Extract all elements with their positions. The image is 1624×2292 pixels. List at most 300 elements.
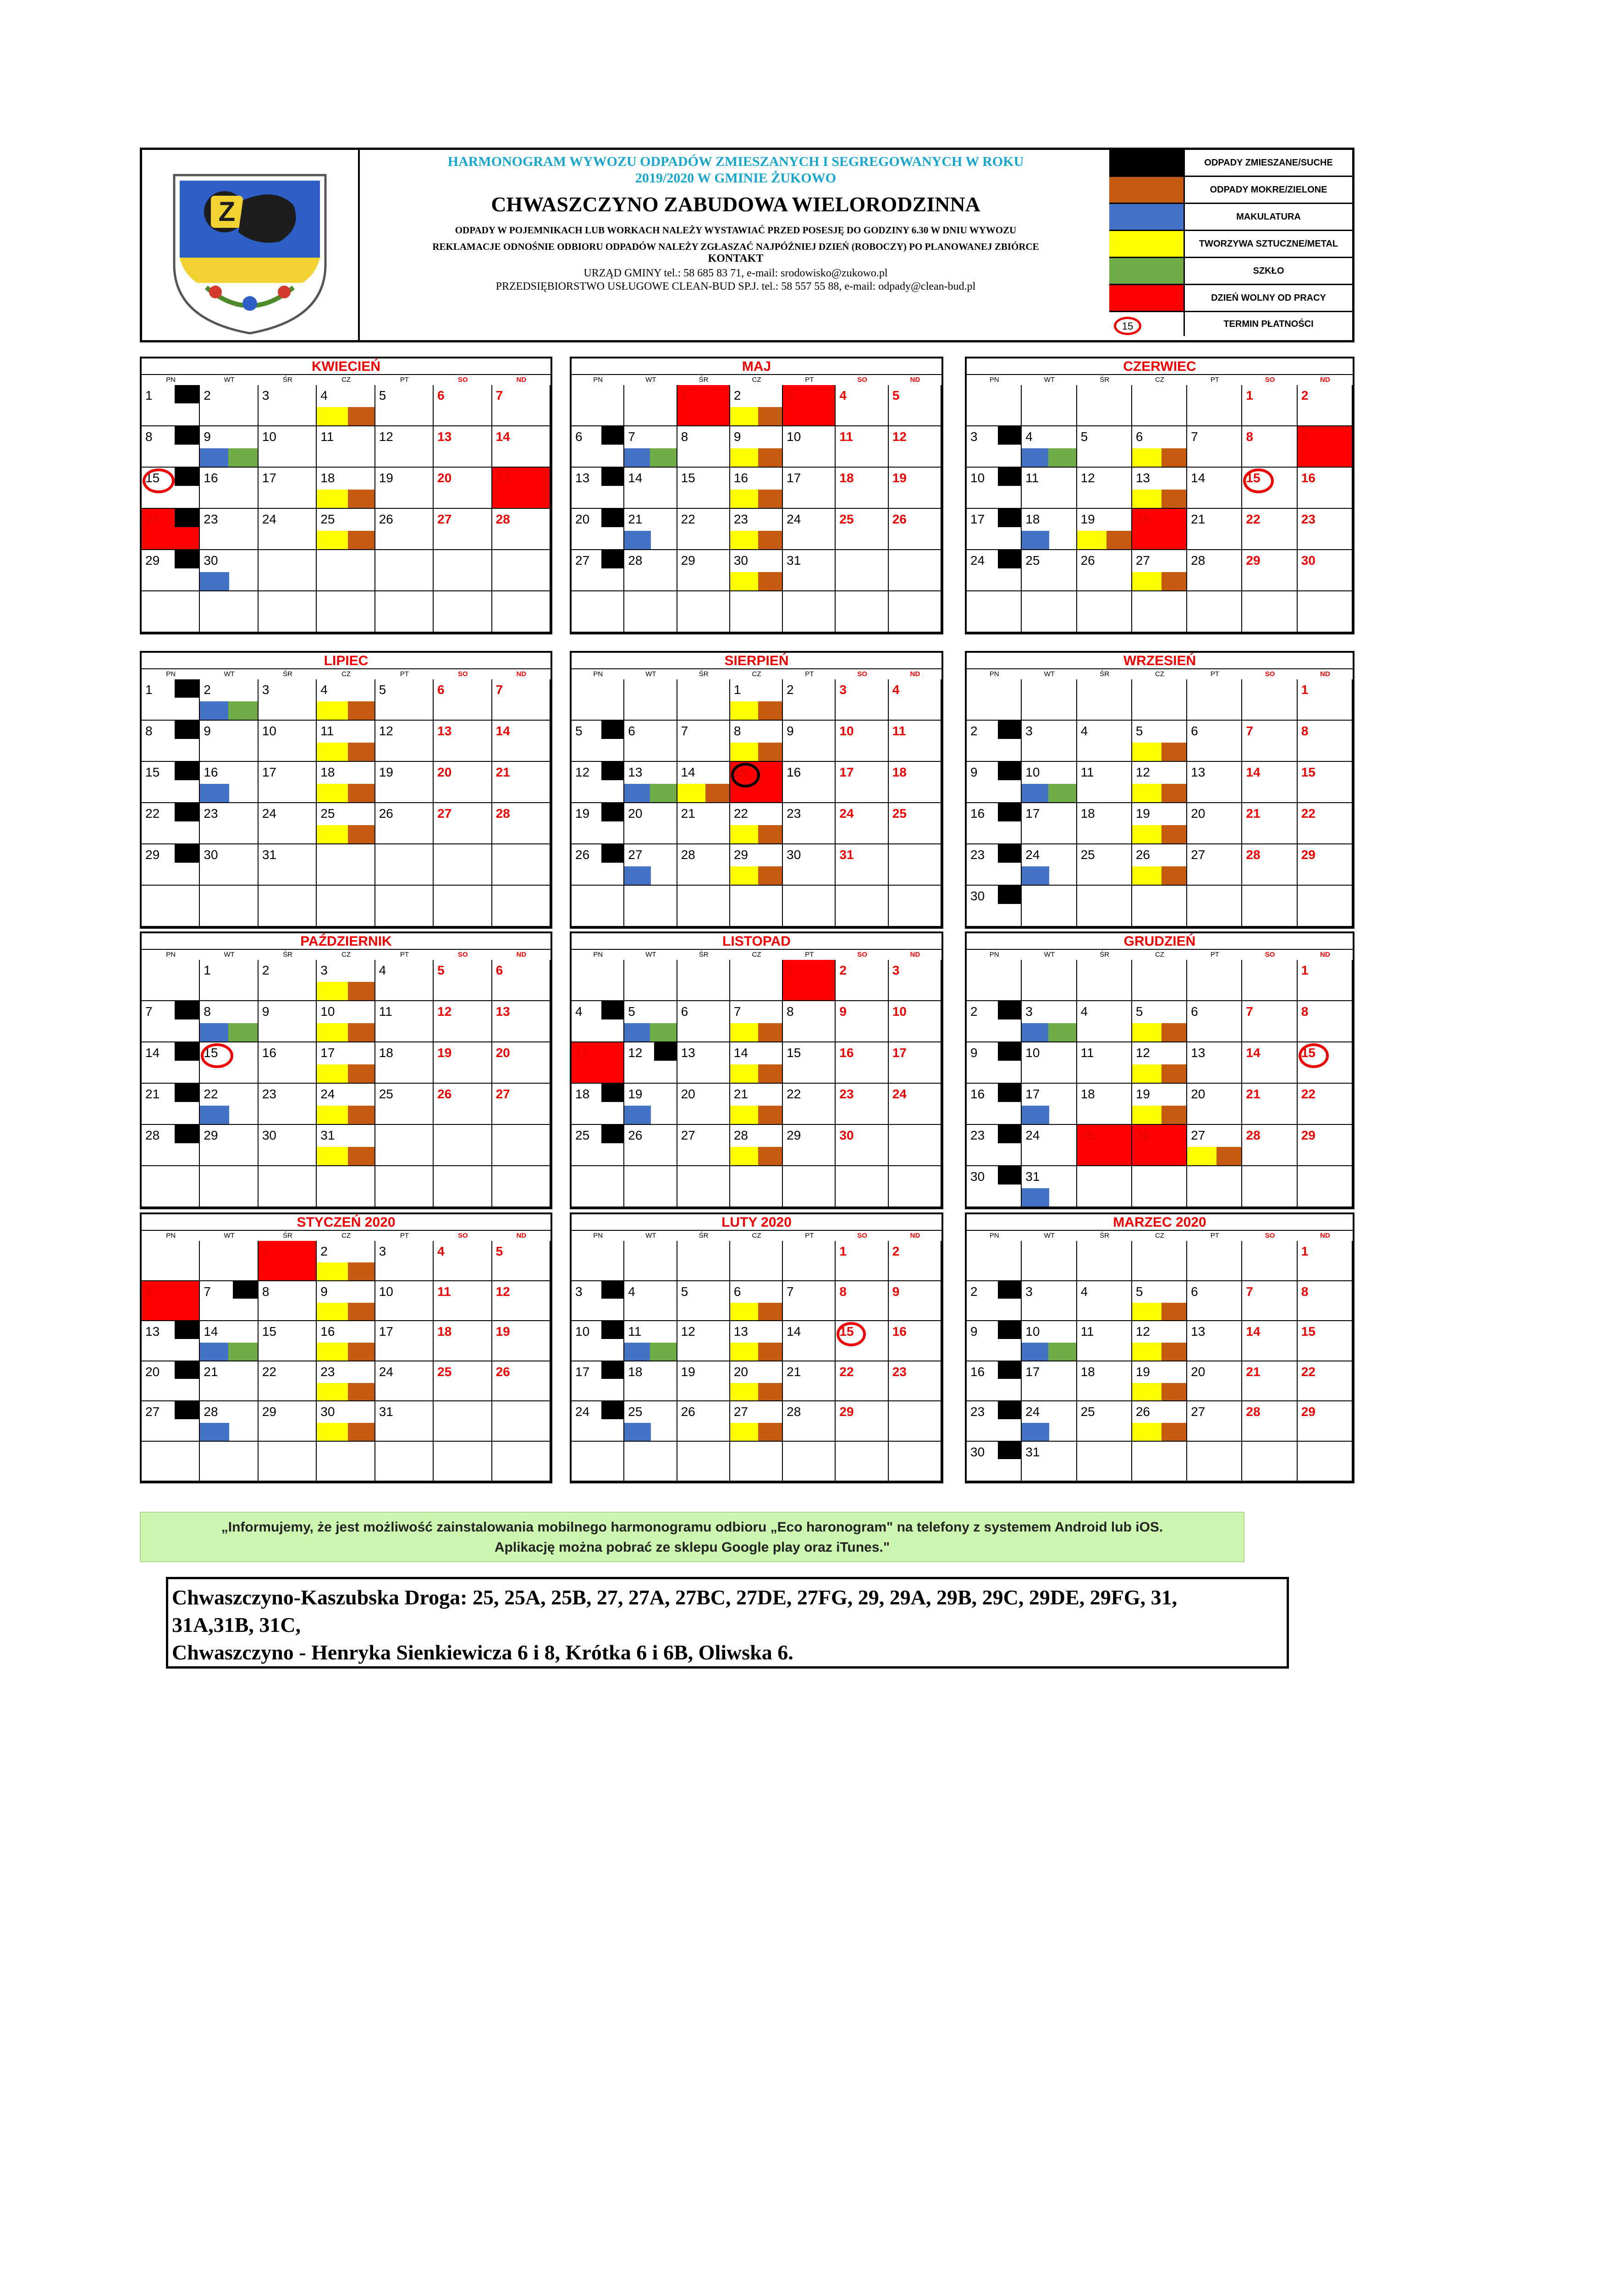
day-cell <box>836 509 888 550</box>
day-cell <box>624 550 677 591</box>
payment-ring-icon <box>201 1043 233 1068</box>
day-cell <box>730 886 783 927</box>
mixed-waste-marker <box>998 1361 1021 1379</box>
day-number: 2 <box>733 388 741 402</box>
bio-marker <box>1107 531 1131 549</box>
day-cell <box>677 844 730 886</box>
day-number: 24 <box>320 1087 335 1101</box>
day-cell <box>1298 803 1353 844</box>
legend-row-glass <box>1109 258 1352 285</box>
day-number: 14 <box>495 430 510 444</box>
day-number: 31 <box>1025 1169 1040 1184</box>
day-cell <box>142 468 200 509</box>
day-cell <box>836 468 888 509</box>
app-info-line-1: „Informujemy, że jest możliwość zainstalowania mobilnego harmonogramu odbioru „Eco haronogram" na telefony z systemem Android lub iOS. <box>221 1520 1163 1535</box>
day-number: 20 <box>681 1087 695 1101</box>
day-number: 10 <box>892 1004 907 1019</box>
day-cell <box>1298 1042 1353 1084</box>
day-cell <box>730 550 783 591</box>
day-cell <box>259 721 317 762</box>
day-cell <box>624 468 677 509</box>
day-cell <box>572 1361 624 1402</box>
day-number: 26 <box>437 1087 452 1101</box>
day-number: 27 <box>1191 1405 1206 1419</box>
day-cell <box>677 1241 730 1281</box>
day-cell <box>375 679 434 721</box>
day-number: 25 <box>379 1087 393 1101</box>
day-number: 18 <box>1080 1364 1095 1379</box>
crest-icon <box>142 150 358 342</box>
mixed-waste-marker <box>175 762 199 780</box>
day-number: 7 <box>204 1284 211 1299</box>
day-cell <box>889 960 941 1001</box>
day-cell <box>1242 1401 1297 1442</box>
plastic-marker <box>1132 1383 1162 1401</box>
weekday-label: ND <box>910 376 920 384</box>
month-calendar <box>140 357 552 634</box>
paper-marker <box>200 784 229 802</box>
plastic-marker <box>1132 448 1162 467</box>
day-number: 14 <box>681 765 695 779</box>
day-cell <box>317 1241 375 1281</box>
day-cell <box>889 844 941 886</box>
day-cell <box>1022 679 1077 721</box>
day-number: 29 <box>1301 1405 1316 1419</box>
day-cell <box>492 721 551 762</box>
day-cell <box>836 1442 888 1482</box>
plastic-marker <box>1132 825 1162 843</box>
day-cell <box>572 1241 624 1281</box>
glass-marker <box>1048 1343 1076 1361</box>
day-cell <box>572 1401 624 1442</box>
day-number: 2 <box>970 724 978 738</box>
day-cell <box>492 1042 551 1084</box>
month-title: LISTOPAD <box>572 933 941 950</box>
day-cell <box>624 803 677 844</box>
day-number: 9 <box>1301 430 1309 444</box>
weekday-label: PT <box>400 1232 409 1240</box>
day-cell <box>836 1361 888 1402</box>
day-cell <box>492 1125 551 1166</box>
weekday-label: CZ <box>341 1232 351 1240</box>
day-cell <box>1132 591 1187 633</box>
day-cell <box>375 1001 434 1042</box>
day-cell <box>783 385 836 426</box>
glass-marker <box>228 1023 258 1041</box>
day-cell <box>259 1166 317 1207</box>
day-cell <box>492 509 551 550</box>
day-cell <box>1298 721 1353 762</box>
day-cell <box>1132 803 1187 844</box>
day-number: 15 <box>1301 1046 1316 1060</box>
day-cell <box>836 1321 888 1361</box>
day-number: 3 <box>262 683 270 697</box>
day-cell <box>434 1321 492 1361</box>
weekday-label: PN <box>593 670 603 678</box>
day-number: 15 <box>787 1046 801 1060</box>
plastic-marker <box>1132 1303 1162 1321</box>
bio-marker <box>348 701 374 720</box>
mixed-waste-marker <box>601 1401 623 1419</box>
weekday-label: ŚR <box>1100 1232 1110 1240</box>
day-cell <box>317 1361 375 1402</box>
day-cell <box>1022 1001 1077 1042</box>
weekday-label: PN <box>166 376 176 384</box>
day-cell <box>1298 1281 1353 1322</box>
day-number: 14 <box>204 1324 218 1339</box>
paper-marker <box>1022 1188 1049 1207</box>
mixed-waste-marker <box>998 1001 1021 1019</box>
bio-marker <box>1162 1064 1186 1083</box>
day-cell <box>572 1042 624 1084</box>
bio-marker <box>1162 1423 1186 1441</box>
bio-marker <box>1162 490 1186 508</box>
day-cell <box>836 1281 888 1322</box>
day-cell <box>1077 1321 1132 1361</box>
day-cell <box>624 509 677 550</box>
day-number: 4 <box>1080 1004 1088 1019</box>
day-number: 6 <box>145 1284 153 1299</box>
day-cell <box>200 844 258 886</box>
day-cell <box>677 509 730 550</box>
day-cell <box>572 960 624 1001</box>
payment-ring-icon <box>1299 1043 1329 1068</box>
day-number: 5 <box>1080 430 1088 444</box>
day-cell <box>492 1166 551 1207</box>
day-number: 21 <box>628 512 643 526</box>
day-number: 30 <box>733 553 748 567</box>
day-number: 12 <box>1135 1046 1150 1060</box>
day-number: 11 <box>1080 765 1094 779</box>
mixed-waste-marker <box>998 1401 1021 1419</box>
day-cell <box>730 803 783 844</box>
mixed-waste-marker <box>175 803 199 821</box>
day-number: 14 <box>733 1046 748 1060</box>
plastic-marker <box>730 743 759 761</box>
day-number: 16 <box>320 1324 335 1339</box>
day-cell <box>317 1321 375 1361</box>
month-title: LIPIEC <box>142 653 551 669</box>
day-number: 23 <box>320 1364 335 1379</box>
day-cell <box>967 886 1022 927</box>
day-number: 19 <box>1135 1087 1150 1101</box>
day-number: 23 <box>1301 512 1316 526</box>
day-cell <box>730 1166 783 1207</box>
day-cell <box>492 550 551 591</box>
weekday-label: WT <box>1044 670 1055 678</box>
day-number: 29 <box>1246 553 1261 567</box>
day-cell <box>730 1442 783 1482</box>
plastic-marker <box>1132 743 1162 761</box>
day-cell <box>375 886 434 927</box>
bio-marker <box>758 1064 782 1083</box>
day-cell <box>317 468 375 509</box>
day-number: 26 <box>628 1128 643 1142</box>
title-line-1: HARMONOGRAM WYWOZU ODPADÓW ZMIESZANYCH I SEGREGOWANYCH W ROKU <box>447 154 1024 169</box>
plastic-marker <box>1187 1147 1217 1165</box>
day-cell <box>1298 1084 1353 1125</box>
day-cell <box>375 803 434 844</box>
day-cell <box>1187 509 1242 550</box>
day-number: 24 <box>379 1364 393 1379</box>
day-number: 23 <box>204 806 218 821</box>
addresses-box <box>166 1577 1289 1669</box>
day-number: 30 <box>970 889 985 903</box>
day-number: 31 <box>1025 1444 1040 1459</box>
day-number: 27 <box>495 1087 510 1101</box>
day-cell <box>1077 721 1132 762</box>
day-cell <box>624 844 677 886</box>
day-number: 19 <box>437 1046 452 1060</box>
day-cell <box>967 1241 1022 1281</box>
day-cell <box>317 762 375 803</box>
day-cell <box>677 886 730 927</box>
day-cell <box>317 803 375 844</box>
mixed-waste-marker <box>998 509 1021 527</box>
day-number: 2 <box>204 683 211 697</box>
day-cell <box>1077 960 1132 1001</box>
day-cell <box>317 1401 375 1442</box>
day-cell <box>492 1281 551 1322</box>
day-cell <box>200 509 258 550</box>
weekday-label: CZ <box>1155 670 1164 678</box>
day-number: 10 <box>1025 765 1040 779</box>
day-cell <box>200 1166 258 1207</box>
day-cell <box>1132 426 1187 468</box>
day-cell <box>836 886 888 927</box>
mixed-waste-marker <box>998 886 1021 904</box>
day-cell <box>1187 550 1242 591</box>
day-number: 18 <box>437 1324 452 1339</box>
day-cell <box>967 679 1022 721</box>
day-cell <box>200 1361 258 1402</box>
day-number: 3 <box>1025 724 1033 738</box>
day-number: 21 <box>1246 1364 1261 1379</box>
day-cell <box>836 1042 888 1084</box>
weekday-label: PT <box>1210 951 1219 959</box>
glass-marker <box>1048 448 1076 467</box>
day-cell <box>677 468 730 509</box>
bio-marker <box>758 1383 782 1401</box>
legend-swatch-holiday <box>1109 285 1185 311</box>
plastic-marker <box>1132 1064 1162 1083</box>
mixed-waste-marker <box>175 1125 199 1143</box>
day-number: 15 <box>1301 1324 1316 1339</box>
day-number: 17 <box>1025 806 1040 821</box>
day-cell <box>1022 1166 1077 1207</box>
bio-marker <box>758 701 782 720</box>
day-cell <box>1187 1084 1242 1125</box>
day-cell <box>259 1001 317 1042</box>
mixed-waste-marker <box>998 1166 1021 1185</box>
day-number: 8 <box>204 1004 211 1019</box>
day-number: 25 <box>320 806 335 821</box>
day-cell <box>434 762 492 803</box>
day-number: 31 <box>839 848 854 862</box>
day-cell <box>783 1166 836 1207</box>
day-number: 31 <box>787 553 801 567</box>
day-number: 20 <box>1135 512 1150 526</box>
day-cell <box>836 591 888 633</box>
day-number: 28 <box>1246 1405 1261 1419</box>
title-line-2: 2019/2020 W GMINIE ŻUKOWO <box>635 171 837 186</box>
day-number: 23 <box>970 1128 985 1142</box>
mixed-waste-marker <box>175 844 199 863</box>
day-number: 23 <box>204 512 218 526</box>
day-cell <box>783 1401 836 1442</box>
day-cell <box>889 1401 941 1442</box>
day-cell <box>889 468 941 509</box>
month-calendar <box>570 651 943 929</box>
day-number: 10 <box>379 1284 393 1299</box>
day-cell <box>1242 886 1297 927</box>
day-number: 10 <box>1025 1046 1040 1060</box>
day-cell <box>730 1125 783 1166</box>
legend-label-glass: SZKŁO <box>1253 265 1284 276</box>
day-number: 24 <box>839 806 854 821</box>
weekday-label: SO <box>458 376 468 384</box>
day-cell <box>434 886 492 927</box>
day-cell <box>624 1401 677 1442</box>
day-number: 20 <box>145 1364 160 1379</box>
legend-row-paper <box>1109 204 1352 231</box>
day-cell <box>1187 844 1242 886</box>
weekday-label: WT <box>224 376 235 384</box>
bio-marker <box>758 1423 782 1441</box>
day-number: 17 <box>262 765 276 779</box>
day-cell <box>624 1042 677 1084</box>
day-cell <box>492 762 551 803</box>
day-number: 30 <box>1301 553 1316 567</box>
day-cell <box>1132 550 1187 591</box>
weekday-label: ND <box>1320 376 1330 384</box>
weekday-label: ND <box>1320 670 1330 678</box>
mixed-waste-marker <box>998 1042 1021 1061</box>
day-cell <box>492 1442 551 1482</box>
plastic-marker <box>677 784 706 802</box>
day-cell <box>1242 1001 1297 1042</box>
day-number: 1 <box>1301 683 1309 697</box>
day-cell <box>889 1125 941 1166</box>
day-cell <box>375 1442 434 1482</box>
day-cell <box>1132 509 1187 550</box>
day-number: 28 <box>495 512 510 526</box>
day-number: 19 <box>1135 1364 1150 1379</box>
paper-marker <box>1022 448 1049 467</box>
weekday-label: SO <box>458 670 468 678</box>
day-cell <box>1022 762 1077 803</box>
day-cell <box>677 721 730 762</box>
day-cell <box>889 1241 941 1281</box>
day-cell <box>1242 1442 1297 1482</box>
day-number: 16 <box>839 1046 854 1060</box>
day-cell <box>259 886 317 927</box>
day-cell <box>572 468 624 509</box>
mixed-waste-marker <box>175 1361 199 1379</box>
day-cell <box>1242 1125 1297 1166</box>
day-cell <box>375 1042 434 1084</box>
day-number: 15 <box>145 471 160 485</box>
day-cell <box>1132 1001 1187 1042</box>
weekday-label: WT <box>224 670 235 678</box>
day-cell <box>492 426 551 468</box>
weekday-label: CZ <box>1155 951 1164 959</box>
weekday-label: SO <box>857 376 867 384</box>
mixed-waste-marker <box>998 468 1021 486</box>
day-number: 23 <box>787 806 801 821</box>
day-cell <box>1077 1442 1132 1482</box>
month-calendar <box>140 1212 552 1483</box>
day-number: 6 <box>575 430 583 444</box>
day-cell <box>1298 1361 1353 1402</box>
day-cell <box>200 762 258 803</box>
day-cell <box>492 960 551 1001</box>
day-cell <box>317 679 375 721</box>
weekday-label: WT <box>1044 951 1055 959</box>
day-number: 3 <box>839 683 847 697</box>
day-cell <box>317 960 375 1001</box>
bio-marker <box>1162 1106 1186 1124</box>
day-cell <box>492 385 551 426</box>
day-cell <box>1242 1241 1297 1281</box>
weekday-label: WT <box>224 1232 235 1240</box>
plastic-marker <box>730 407 759 425</box>
plastic-marker <box>1132 1023 1162 1041</box>
paper-marker <box>200 1023 229 1041</box>
day-number: 14 <box>628 471 643 485</box>
month-title: GRUDZIEŃ <box>967 933 1353 950</box>
day-cell <box>889 509 941 550</box>
day-number: 20 <box>437 471 452 485</box>
day-cell <box>730 509 783 550</box>
day-number: 14 <box>1246 1324 1261 1339</box>
day-cell <box>200 803 258 844</box>
day-number: 31 <box>379 1405 393 1419</box>
mixed-waste-marker <box>601 721 623 739</box>
day-number: 22 <box>204 1087 218 1101</box>
mixed-waste-marker <box>601 468 623 486</box>
day-cell <box>572 762 624 803</box>
plastic-marker <box>1132 784 1162 802</box>
day-cell <box>967 1442 1022 1482</box>
day-cell <box>1132 1401 1187 1442</box>
day-cell <box>259 679 317 721</box>
mixed-waste-marker <box>233 1281 258 1299</box>
day-cell <box>967 803 1022 844</box>
day-cell <box>492 591 551 633</box>
mixed-waste-marker <box>601 426 623 445</box>
day-cell <box>677 1361 730 1402</box>
plastic-marker <box>730 1106 759 1124</box>
bio-marker <box>758 1106 782 1124</box>
day-cell <box>624 1001 677 1042</box>
day-number: 12 <box>495 1284 510 1299</box>
weekday-label: ND <box>1320 1232 1330 1240</box>
day-number: 16 <box>733 471 748 485</box>
day-cell <box>572 844 624 886</box>
day-cell <box>624 1166 677 1207</box>
day-number: 30 <box>204 848 218 862</box>
day-cell <box>836 679 888 721</box>
day-cell <box>677 1401 730 1442</box>
day-number: 29 <box>1301 848 1316 862</box>
day-number: 16 <box>787 765 801 779</box>
day-cell <box>1022 1042 1077 1084</box>
day-number: 20 <box>1191 1364 1206 1379</box>
day-cell <box>434 385 492 426</box>
day-cell <box>200 1125 258 1166</box>
day-cell <box>889 1001 941 1042</box>
